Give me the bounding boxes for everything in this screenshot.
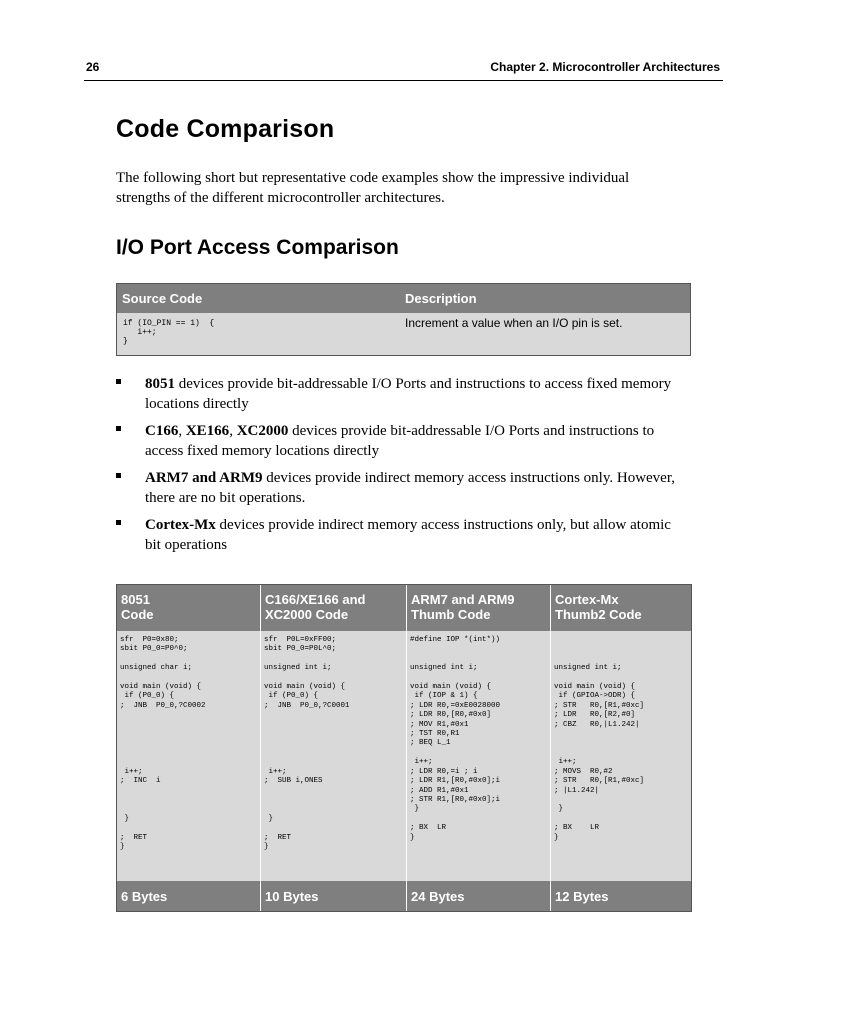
bullet-sep: , — [178, 423, 186, 439]
code-comparison-table — [116, 584, 692, 912]
bullet-text: devices provide indirect memory access instructions only. However, there are no bit operations. — [145, 470, 675, 506]
bullet-text: devices provide bit-addressable I/O Ports and instructions to access fixed memory locations directly — [145, 423, 655, 459]
bullet-text: devices provide bit-addressable I/O Ports and instructions to access fixed memory locations directly — [145, 376, 672, 412]
header-cortex: Cortex-Mx Thumb2 Code — [551, 585, 691, 631]
bullet-8051 — [116, 374, 676, 414]
bullet-bold: XC2000 — [236, 423, 289, 439]
bullet-marker — [116, 473, 121, 478]
code-c166: sfr P0L=0xFF00; sbit P0_0=P0L^0; unsigned int i; void main (void) { if (P0_0) { ; JNB P0_0,?C0001 i++; ; SUB i,ONES } ; RET } — [261, 631, 407, 881]
architecture-bullets — [116, 374, 676, 562]
page-title: Code Comparison — [116, 115, 335, 143]
header-8051: 8051 Code — [117, 585, 261, 631]
page-number: 26 — [86, 60, 100, 74]
bullet-bold: 8051 — [145, 376, 175, 392]
bullet-marker — [116, 520, 121, 525]
bullet-c166 — [116, 421, 676, 461]
header-c166: C166/XE166 and XC2000 Code — [261, 585, 407, 631]
bullet-bold: Cortex-Mx — [145, 517, 216, 533]
intro-paragraph: The following short but representative code examples show the impressive individual strengths of the different microcontroller architectures. — [116, 170, 630, 206]
bytes-arm: 24 Bytes — [407, 881, 551, 911]
code-arm: #define IOP *(int*)) unsigned int i; void main (void) { if (IOP & 1) { ; LDR R0,=0xE0028000 ; LDR R0,[R0,#0x0] ; MOV R1,#0x1 ; TST R0,R1 ; BEQ L_1 i++; ; LDR R0,=i ; i ; LDR R1,[R0,#0x0];i ; ADD R1,#0x1 ; STR R1,[R0,#0x0];i } ; BX LR } — [407, 631, 551, 881]
bullet-text: devices provide indirect memory access instructions only, but allow atomic bit operations — [145, 517, 671, 553]
source-code-header: Source Code — [122, 291, 203, 306]
bullet-sep: , — [229, 423, 237, 439]
bullet-bold: XE166 — [185, 423, 230, 439]
source-code-cell: if (IO_PIN == 1) { i++; } — [123, 319, 215, 346]
bytes-8051: 6 Bytes — [117, 881, 261, 911]
bytes-cortex: 12 Bytes — [551, 881, 691, 911]
source-code-table — [116, 283, 691, 356]
code-cortex: unsigned int i; void main (void) { if (GPIOA->ODR) { ; STR R0,[R1,#0xc] ; LDR R0,[R2,#0] ; CBZ R0,|L1.242| i++; ; MOVS R0,#2 ; STR R0,[R1,#0xc] ; |L1.242| } ; BX LR } — [551, 631, 691, 881]
source-table-header — [117, 284, 690, 313]
source-table-row — [117, 313, 690, 355]
header-rule — [84, 80, 723, 81]
bullet-marker — [116, 379, 121, 384]
description-cell: Increment a value when an I/O pin is set. — [405, 316, 623, 330]
bullet-bold: C166 — [145, 423, 179, 439]
bullet-cortex-mx — [116, 515, 676, 555]
bullet-bold: ARM7 and ARM9 — [145, 470, 263, 486]
header-arm: ARM7 and ARM9 Thumb Code — [407, 585, 551, 631]
bullet-arm7-arm9 — [116, 468, 676, 508]
bytes-c166: 10 Bytes — [261, 881, 407, 911]
code-8051: sfr P0=0x80; sbit P0_0=P0^0; unsigned char i; void main (void) { if (P0_0) { ; JNB P0_0,?C0002 i++; ; INC i } ; RET } — [117, 631, 261, 881]
chapter-title: Chapter 2. Microcontroller Architectures — [490, 60, 720, 74]
description-header: Description — [405, 291, 477, 306]
section-title: I/O Port Access Comparison — [116, 236, 399, 259]
bullet-marker — [116, 426, 121, 431]
